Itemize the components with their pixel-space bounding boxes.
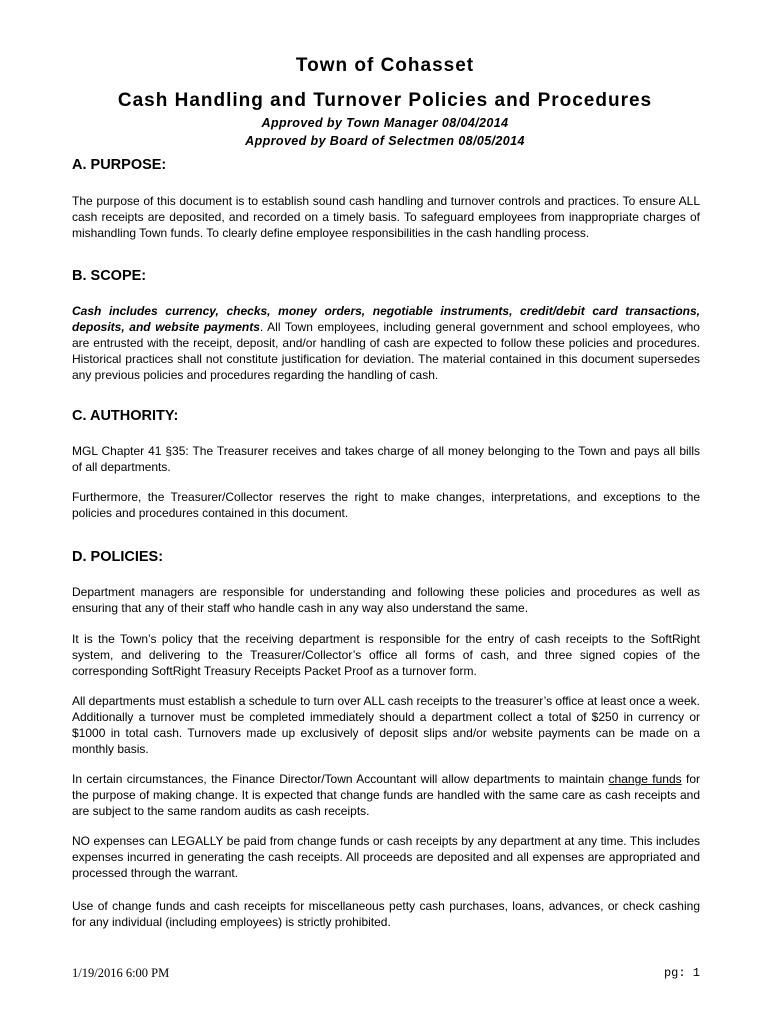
policies-paragraph-1: Department managers are responsible for understanding and following these policies and procedures as well as ensuring that any of their staff who handle cash in any way also understand the same.: [72, 585, 700, 615]
approval-board: Approved by Board of Selectmen 08/05/2014: [245, 134, 525, 148]
document-title: Town of Cohasset: [295, 55, 475, 76]
authority-paragraph-2: Furthermore, the Treasurer/Collector reserves the right to make changes, interpretations, and exceptions to the policies and procedures contained in this document.: [72, 490, 700, 520]
policies-paragraph-4-end: for the purpose of making change. It is expected that change funds are handled with the same care as cash receipts and are subject to the same random audits as cash receipts.: [72, 772, 701, 818]
document-subtitle: Cash Handling and Turnover Policies and Procedures: [117, 90, 653, 111]
policies-paragraph-3: All departments must establish a schedule to turn over ALL cash receipts to the treasurer’s office at least once a week. Additionally a turnover must be completed immediately should a department collect a total of $250 in currency or $1000 in total cash. Turnovers made up exclusively of deposit slips and/or website payments can be made on a monthly basis.: [72, 694, 700, 756]
policies-paragraph-2: It is the Town’s policy that the receiving department is responsible for the entry of cash receipts to the SoftRight system, and delivering to the Treasurer/Collector’s office all forms of cash, and three signed copies of the corresponding SoftRight Treasury Receipts Packet Proof as a turnover form.: [72, 632, 700, 678]
approval-manager: Approved by Town Manager 08/04/2014: [261, 116, 509, 130]
section-heading-purpose: A. PURPOSE:: [72, 157, 167, 173]
policies-paragraph-6: Use of change funds and cash receipts for miscellaneous petty cash purchases, loans, advances, or check cashing for any individual (including employees) is strictly prohibited.: [72, 899, 700, 929]
footer-page-number: pg: 1: [663, 966, 700, 980]
policies-paragraph-5: NO expenses can LEGALLY be paid from change funds or cash receipts by any department at any time. This includes expenses incurred in generating the cash receipts. All proceeds are deposited and all expenses are appropriated and processed through the warrant.: [72, 834, 700, 880]
authority-paragraph-1: MGL Chapter 41 §35: The Treasurer receives and takes charge of all money belonging to the Town and pays all bills of all departments.: [72, 444, 700, 474]
change-funds-term: change funds: [608, 772, 682, 786]
purpose-paragraph: The purpose of this document is to establish sound cash handling and turnover controls and practices. To ensure ALL cash receipts are deposited, and recorded on a timely basis. To safeguard employees from inappropriate charges of mishandling Town funds. To clearly define employee responsibilities in the cash handling process.: [72, 194, 700, 240]
footer-datetime: 1/19/2016 6:00 PM: [72, 966, 170, 980]
scope-text: . All Town employees, including general government and school employees, who are entrusted with the receipt, deposit, and/or handling of cash are expected to follow these policies and procedures. Historical practices shall not constitute justification for deviation. The material contained in this document supersedes any previous policies and procedures regarding the handling of cash.: [72, 320, 700, 382]
policies-paragraph-4: [72, 771, 700, 819]
policies-paragraph-4-start: In certain circumstances, the Finance Director/Town Accountant will allow departments to maintain: [72, 772, 609, 786]
section-heading-authority: C. AUTHORITY:: [72, 408, 179, 424]
section-heading-scope: B. SCOPE:: [72, 268, 147, 284]
scope-definition: Cash includes currency, checks, money orders, negotiable instruments, credit/debit card transactions, deposits, and website payments: [72, 304, 700, 334]
scope-paragraph: [72, 303, 700, 383]
section-heading-policies: D. POLICIES:: [72, 549, 164, 565]
